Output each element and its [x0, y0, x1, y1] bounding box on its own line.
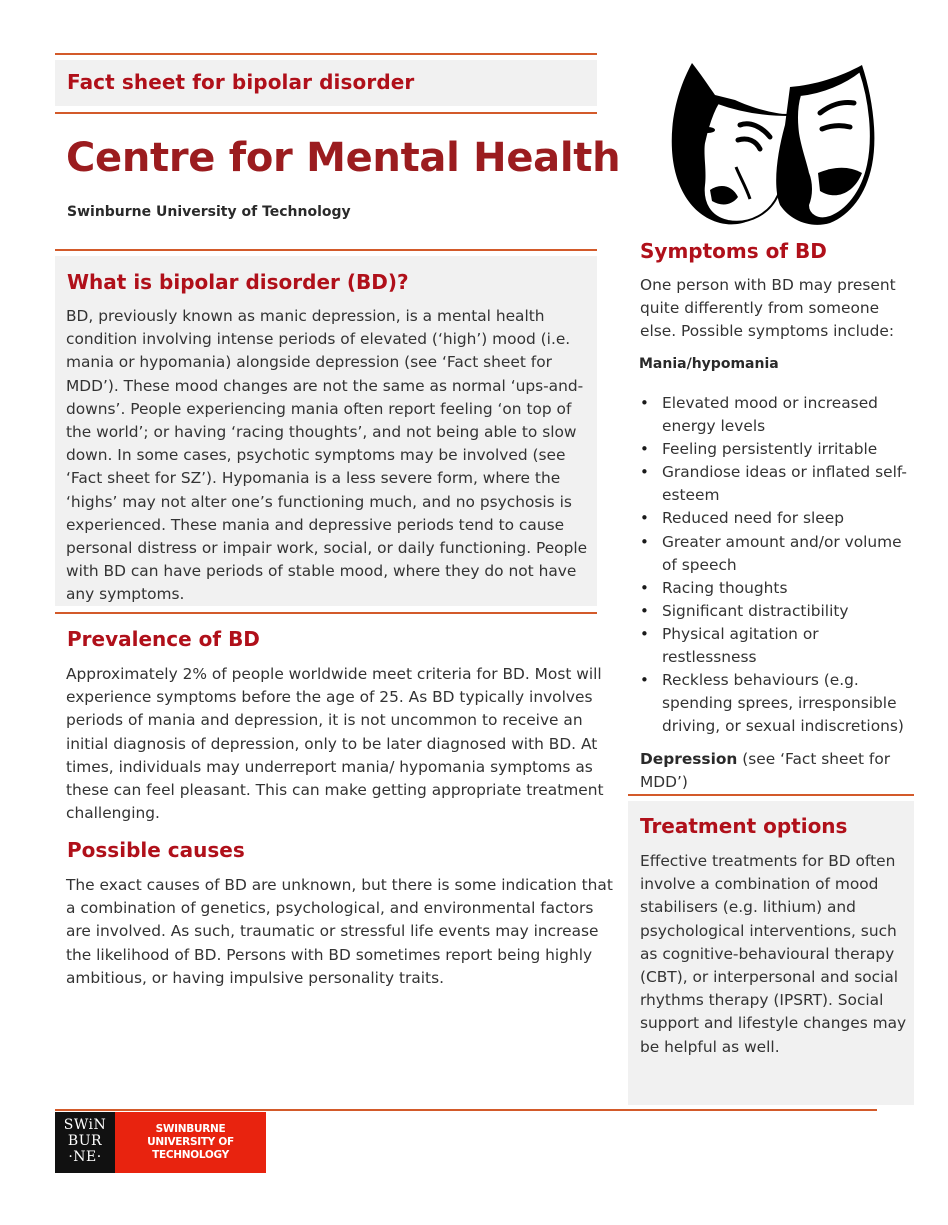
list-item: • Grandiose ideas or inflated self-esteem	[640, 461, 915, 507]
what-is-heading: What is bipolar disorder (BD)?	[67, 270, 409, 294]
treatment-body: Effective treatments for BD often involve a combination of mood stabilisers (e.g. lithium) and psychological interventions, such as cognitive-behavioural therapy (CBT), or interpersonal and social rhythms therapy (IPSRT). Social support and lifestyle changes may be helpful as well.	[640, 852, 907, 1056]
header-bottom-rule	[55, 112, 597, 114]
what-is-top-rule	[55, 249, 597, 251]
logo-text-line: TECHNOLOGY	[152, 1149, 229, 1161]
causes-body: The exact causes of BD are unknown, but there is some indication that a combination of genetics, psychological, and environmental factors are involved. As such, traumatic or stressful life events may increase the likelihood of BD. Persons with BD sometimes report being highly ambitious, or having impulsive personality traits.	[66, 876, 613, 987]
list-item: • Significant distractibility	[640, 600, 915, 623]
logo-mark-line: BUR	[67, 1133, 103, 1149]
symptoms-heading: Symptoms of BD	[640, 239, 827, 263]
symptoms-intro: One person with BD may present quite differently from someone else. Possible symptoms include:	[640, 276, 896, 341]
tragedy-mask	[672, 63, 790, 224]
page-subtitle: Swinburne University of Technology	[67, 204, 351, 220]
logo-mark-line: ·NE·	[68, 1149, 102, 1165]
page-title: Centre for Mental Health	[66, 135, 621, 181]
logo-mark-line: SWiN	[63, 1117, 107, 1133]
swinburne-logo	[55, 1112, 266, 1173]
header-top-rule	[55, 53, 597, 55]
what-is-body: BD, previously known as manic depression, is a mental health condition involving intense periods of elevated (‘high’) mood (i.e. mania or hypomania) alongside depression (see ‘Fact sheet for MDD’). These mood changes are not the same as normal ‘ups-and-downs’. People experiencing mania often report feeling ‘on top of the world’; or having ‘racing thoughts’, and not being able to slow down. In some cases, psychotic symptoms may be involved (see ‘Fact sheet for SZ’). Hypomania is a less severe form, where the ‘highs’ may not alter one’s functioning much, and no psychosis is experienced. These mania and depressive periods tend to cause personal distress or impair work, social, or daily functioning. People with BD can have periods of stable mood, where they do not have any symptoms.	[66, 307, 588, 604]
list-item: • Reckless behaviours (e.g. spending sprees, irresponsible driving, or sexual indiscretions)	[640, 669, 915, 738]
comedy-mask	[776, 65, 874, 225]
logo-text-line: SWINBURNE	[155, 1123, 226, 1135]
fact-sheet-title: Fact sheet for bipolar disorder	[67, 70, 415, 94]
list-item: • Greater amount and/or volume of speech	[640, 531, 915, 577]
prevalence-body: Approximately 2% of people worldwide meet criteria for BD. Most will experience symptoms before the age of 25. As BD typically involves periods of mania and depression, it is not uncommon to receive an initial diagnosis of depression, only to be later diagnosed with BD. At times, individuals may underreport mania/ hypomania symptoms as these can feel pleasant. This can make getting appropriate treatment challenging.	[66, 665, 604, 823]
list-item: • Elevated mood or increased energy levels	[640, 392, 915, 438]
list-item: • Racing thoughts	[640, 577, 915, 600]
logo-wordmark	[115, 1112, 266, 1173]
depression-note	[640, 748, 910, 794]
list-item: • Feeling persistently irritable	[640, 438, 915, 461]
mania-label: Mania/hypomania	[639, 356, 779, 372]
what-is-bottom-rule	[55, 612, 597, 614]
depression-reference: (see ‘Fact sheet for MDD’)	[640, 750, 891, 792]
mania-symptom-list	[640, 392, 915, 738]
treatment-top-rule	[628, 794, 914, 796]
footer-rule	[55, 1109, 877, 1111]
depression-label: Depression	[640, 750, 738, 768]
prevalence-heading: Prevalence of BD	[67, 627, 260, 651]
list-item: • Reduced need for sleep	[640, 507, 915, 530]
logo-text-line: UNIVERSITY OF	[147, 1136, 234, 1148]
treatment-heading: Treatment options	[640, 814, 848, 838]
comedy-tragedy-masks-icon	[640, 55, 890, 230]
causes-heading: Possible causes	[67, 838, 245, 862]
list-item: • Physical agitation or restlessness	[640, 623, 915, 669]
logo-mark	[55, 1112, 115, 1173]
